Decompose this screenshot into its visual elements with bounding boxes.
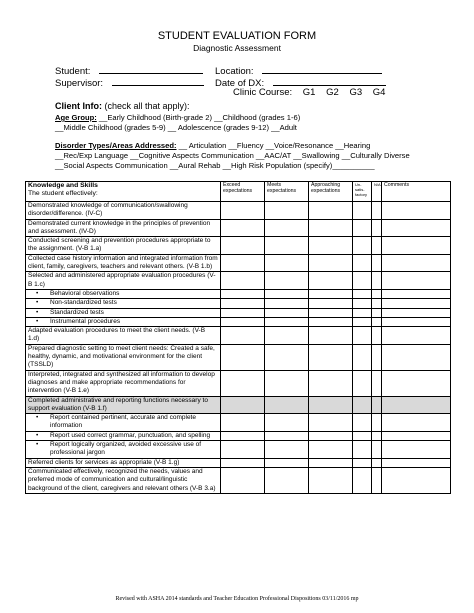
table-row [26, 254, 451, 272]
criterion-cell [26, 254, 221, 272]
criterion-text: Non-standardized tests [50, 299, 117, 307]
criterion-cell [26, 237, 221, 255]
approaching-cell[interactable] [309, 327, 353, 345]
exceed-cell[interactable] [221, 441, 265, 459]
approaching-cell[interactable] [309, 254, 353, 272]
meets-cell[interactable] [265, 441, 309, 459]
unsatisfactory-cell[interactable] [353, 202, 372, 220]
approaching-cell[interactable] [309, 467, 353, 493]
student-label: Student: [55, 66, 91, 77]
exceed-cell[interactable] [221, 396, 265, 414]
approaching-cell[interactable] [309, 317, 353, 326]
criterion-text: Demonstrated knowledge of communication/swallowing disorder/difference. (IV-C) [28, 202, 188, 218]
comments-cell[interactable] [382, 370, 451, 396]
col-comments: Comments [382, 182, 451, 202]
disorders-line1: Disorder Types/Areas Addressed: __ Articulation __Fluency __Voice/Resonance __Hearing [55, 141, 371, 150]
table-row [26, 219, 451, 237]
criterion-cell [26, 202, 221, 220]
unsatisfactory-cell[interactable] [353, 289, 372, 298]
unsatisfactory-cell[interactable] [353, 219, 372, 237]
meets-cell[interactable] [265, 254, 309, 272]
approaching-cell[interactable] [309, 414, 353, 432]
table-row [26, 431, 451, 440]
criterion-cell [26, 272, 221, 290]
comments-cell[interactable] [382, 272, 451, 290]
exceed-cell[interactable] [221, 370, 265, 396]
meets-cell[interactable] [265, 219, 309, 237]
approaching-cell[interactable] [309, 308, 353, 317]
criterion-text: Selected and administered appropriate evaluation procedures (V-B 1.c) [28, 272, 216, 288]
approaching-cell[interactable] [309, 299, 353, 308]
exceed-cell[interactable] [221, 344, 265, 370]
date-dx-label: Date of DX: [215, 78, 265, 89]
exceed-cell[interactable] [221, 308, 265, 317]
col-unsatisfactory: Un-satis-factory [353, 182, 372, 202]
na-cell[interactable] [372, 254, 382, 272]
course-g3[interactable]: G3 [349, 87, 363, 98]
table-row [26, 327, 451, 345]
na-cell[interactable] [372, 441, 382, 459]
col-exceed: Exceed expectations [221, 182, 265, 202]
disorders-line3: __Social Aspects Communication __Aural Rehab __High Risk Population (specify)__________ [55, 161, 375, 170]
exceed-cell[interactable] [221, 299, 265, 308]
approaching-cell[interactable] [309, 344, 353, 370]
exceed-cell[interactable] [221, 289, 265, 298]
table-row [26, 299, 451, 308]
exceed-cell[interactable] [221, 327, 265, 345]
table-row [26, 396, 451, 414]
bullet-icon: • [36, 431, 39, 439]
course-g4[interactable]: G4 [372, 87, 386, 98]
criterion-text: Adapted evaluation procedures to meet the client needs. (V-B 1.d) [28, 327, 206, 343]
criterion-cell [26, 308, 221, 317]
meets-cell[interactable] [265, 289, 309, 298]
course-g2[interactable]: G2 [326, 87, 339, 98]
exceed-cell[interactable] [221, 414, 265, 432]
table-row [26, 202, 451, 220]
exceed-cell[interactable] [221, 202, 265, 220]
criterion-cell [26, 299, 221, 308]
na-cell[interactable] [372, 272, 382, 290]
col-approaching: Approaching expectations [309, 182, 353, 202]
meets-cell[interactable] [265, 344, 309, 370]
na-cell[interactable] [372, 327, 382, 345]
approaching-cell[interactable] [309, 396, 353, 414]
criterion-text: Completed administrative and reporting functions necessary to support evaluation (V-B 1.f) [28, 396, 208, 412]
comments-cell[interactable] [382, 431, 451, 440]
na-cell[interactable] [372, 219, 382, 237]
comments-cell[interactable] [382, 458, 451, 467]
criterion-text: Prepared diagnostic setting to meet client needs: Created a safe, healthy, dynamic, and motivational environment for the client (TSSLD) [28, 344, 215, 369]
na-cell[interactable] [372, 467, 382, 493]
criterion-cell [26, 370, 221, 396]
exceed-cell[interactable] [221, 219, 265, 237]
comments-cell[interactable] [382, 317, 451, 326]
table-row [26, 272, 451, 290]
comments-cell[interactable] [382, 467, 451, 493]
form-title: STUDENT EVALUATION FORM [157, 30, 317, 42]
criterion-cell [26, 327, 221, 345]
table-row [26, 308, 451, 317]
approaching-cell[interactable] [309, 237, 353, 255]
clinic-course-field [233, 87, 393, 98]
meets-cell[interactable] [265, 272, 309, 290]
na-cell[interactable] [372, 370, 382, 396]
comments-cell[interactable] [382, 237, 451, 255]
na-cell[interactable] [372, 431, 382, 440]
criterion-text: Report contained pertinent, accurate and complete information [50, 414, 196, 430]
meets-cell[interactable] [265, 458, 309, 467]
criterion-text: Interpreted, integrated and synthesized all information to develop diagnoses and make appropriate recommendations for intervention (V-B 1.e) [28, 370, 215, 395]
bullet-icon: • [36, 414, 39, 422]
clinic-course-label: Clinic Course: [233, 87, 293, 98]
na-cell[interactable] [372, 458, 382, 467]
supervisor-input-line[interactable] [112, 76, 204, 86]
approaching-cell[interactable] [309, 370, 353, 396]
unsatisfactory-cell[interactable] [353, 396, 372, 414]
table-header-row [26, 182, 451, 202]
criterion-text: Collected case history information and integrated information from client, family, caregivers, teachers and relevant others. (V-B 1.b) [28, 254, 218, 271]
criterion-cell [26, 431, 221, 440]
comments-cell[interactable] [382, 327, 451, 345]
approaching-cell[interactable] [309, 458, 353, 467]
age-group-line1: Age Group: __Early Childhood (Birth-grade 2) __Childhood (grades 1-6) [55, 113, 301, 122]
na-cell[interactable] [372, 299, 382, 308]
col-na: N/A [372, 182, 382, 202]
unsatisfactory-cell[interactable] [353, 458, 372, 467]
supervisor-field [55, 76, 204, 89]
date-dx-input-line[interactable] [273, 76, 386, 86]
unsatisfactory-cell[interactable] [353, 467, 372, 493]
meets-cell[interactable] [265, 414, 309, 432]
meets-cell[interactable] [265, 308, 309, 317]
bullet-icon: • [36, 441, 39, 449]
bullet-icon: • [36, 317, 39, 325]
criterion-cell [26, 467, 221, 493]
course-g1[interactable]: G1 [302, 87, 316, 98]
meets-cell[interactable] [265, 431, 309, 440]
criterion-cell [26, 458, 221, 467]
criterion-text: Instrumental procedures [50, 317, 121, 325]
table-row [26, 414, 451, 432]
unsatisfactory-cell[interactable] [353, 414, 372, 432]
unsatisfactory-cell[interactable] [353, 344, 372, 370]
criterion-cell [26, 317, 221, 326]
exceed-cell[interactable] [221, 272, 265, 290]
meets-cell[interactable] [265, 370, 309, 396]
unsatisfactory-cell[interactable] [353, 237, 372, 255]
age-group-label: Age Group: [55, 113, 97, 122]
unsatisfactory-cell[interactable] [353, 431, 372, 440]
approaching-cell[interactable] [309, 289, 353, 298]
meets-cell[interactable] [265, 467, 309, 493]
criterion-text: Report logically organized, avoided excessive use of professional jargon [50, 441, 202, 457]
comments-cell[interactable] [382, 414, 451, 432]
knowledge-header-cell: Knowledge and Skills The student effectively: [26, 182, 221, 202]
comments-cell[interactable] [382, 299, 451, 308]
bullet-icon: • [36, 299, 39, 307]
exceed-cell[interactable] [221, 467, 265, 493]
na-cell[interactable] [372, 202, 382, 220]
na-cell[interactable] [372, 317, 382, 326]
criterion-text: Referred clients for services as appropriate (V-B 1.g) [28, 458, 180, 466]
unsatisfactory-cell[interactable] [353, 317, 372, 326]
table-row [26, 458, 451, 467]
unsatisfactory-cell[interactable] [353, 299, 372, 308]
comments-cell[interactable] [382, 441, 451, 459]
criterion-cell [26, 219, 221, 237]
criterion-text: Standardized tests [50, 308, 104, 316]
table-row [26, 370, 451, 396]
disorders-label: Disorder Types/Areas Addressed: [55, 141, 177, 150]
criterion-cell [26, 289, 221, 298]
table-row [26, 441, 451, 459]
table-row [26, 289, 451, 298]
col-meets: Meets expectations [265, 182, 309, 202]
unsatisfactory-cell[interactable] [353, 308, 372, 317]
exceed-cell[interactable] [221, 431, 265, 440]
supervisor-label: Supervisor: [55, 78, 104, 89]
exceed-cell[interactable] [221, 254, 265, 272]
meets-cell[interactable] [265, 317, 309, 326]
unsatisfactory-cell[interactable] [353, 441, 372, 459]
location-label: Location: [215, 66, 254, 77]
unsatisfactory-cell[interactable] [353, 272, 372, 290]
comments-cell[interactable] [382, 202, 451, 220]
table-row [26, 317, 451, 326]
table-row [26, 467, 451, 493]
comments-cell[interactable] [382, 219, 451, 237]
evaluation-table [25, 181, 451, 494]
na-cell[interactable] [372, 344, 382, 370]
meets-cell[interactable] [265, 396, 309, 414]
table-row [26, 237, 451, 255]
criterion-text: Report used correct grammar, punctuation, and spelling [50, 431, 211, 439]
approaching-cell[interactable] [309, 219, 353, 237]
meets-cell[interactable] [265, 237, 309, 255]
comments-cell[interactable] [382, 396, 451, 414]
criterion-cell [26, 344, 221, 370]
table-row [26, 344, 451, 370]
unsatisfactory-cell[interactable] [353, 254, 372, 272]
meets-cell[interactable] [265, 327, 309, 345]
comments-cell[interactable] [382, 344, 451, 370]
age-group-line2: __Middle Childhood (grades 5-9) __ Adolescence (grades 9-12) __Adult [55, 123, 297, 132]
footer-note: Revised with ASHA 2014 standards and Teacher Education Professional Dispositions 03/11/2016 mp [115, 596, 359, 602]
na-cell[interactable] [372, 396, 382, 414]
na-cell[interactable] [372, 308, 382, 317]
criterion-text: Conducted screening and prevention procedures appropriate to the assignment. (V-B 1.a) [28, 237, 211, 253]
criterion-cell [26, 441, 221, 459]
criterion-cell [26, 414, 221, 432]
meets-cell[interactable] [265, 202, 309, 220]
approaching-cell[interactable] [309, 272, 353, 290]
location-input-line[interactable] [262, 64, 382, 74]
approaching-cell[interactable] [309, 431, 353, 440]
criterion-cell [26, 396, 221, 414]
criterion-text: Communicated effectively, recognized the needs, values and preferred mode of communication and cultural/linguistic background of the client, caregivers and relevant others (V-B 3.a) [28, 467, 216, 492]
na-cell[interactable] [372, 289, 382, 298]
student-input-line[interactable] [99, 64, 203, 74]
bullet-icon: • [36, 289, 39, 297]
criterion-text: Demonstrated current knowledge in the principles of prevention and assessment. (IV-D) [28, 219, 211, 235]
client-info-heading: Client Info: (check all that apply): [55, 101, 190, 111]
approaching-cell[interactable] [309, 202, 353, 220]
approaching-cell[interactable] [309, 441, 353, 459]
comments-cell[interactable] [382, 289, 451, 298]
bullet-icon: • [36, 308, 39, 316]
comments-cell[interactable] [382, 254, 451, 272]
unsatisfactory-cell[interactable] [353, 327, 372, 345]
na-cell[interactable] [372, 237, 382, 255]
disorders-line2: __Rec/Exp Language __Cognitive Aspects Communication __AAC/AT __Swallowing __Culturally Diverse [55, 151, 410, 160]
na-cell[interactable] [372, 414, 382, 432]
comments-cell[interactable] [382, 308, 451, 317]
form-subtitle: Diagnostic Assessment [193, 43, 281, 53]
meets-cell[interactable] [265, 299, 309, 308]
exceed-cell[interactable] [221, 317, 265, 326]
criterion-text: Behavioral observations [50, 289, 120, 297]
exceed-cell[interactable] [221, 458, 265, 467]
unsatisfactory-cell[interactable] [353, 370, 372, 396]
exceed-cell[interactable] [221, 237, 265, 255]
